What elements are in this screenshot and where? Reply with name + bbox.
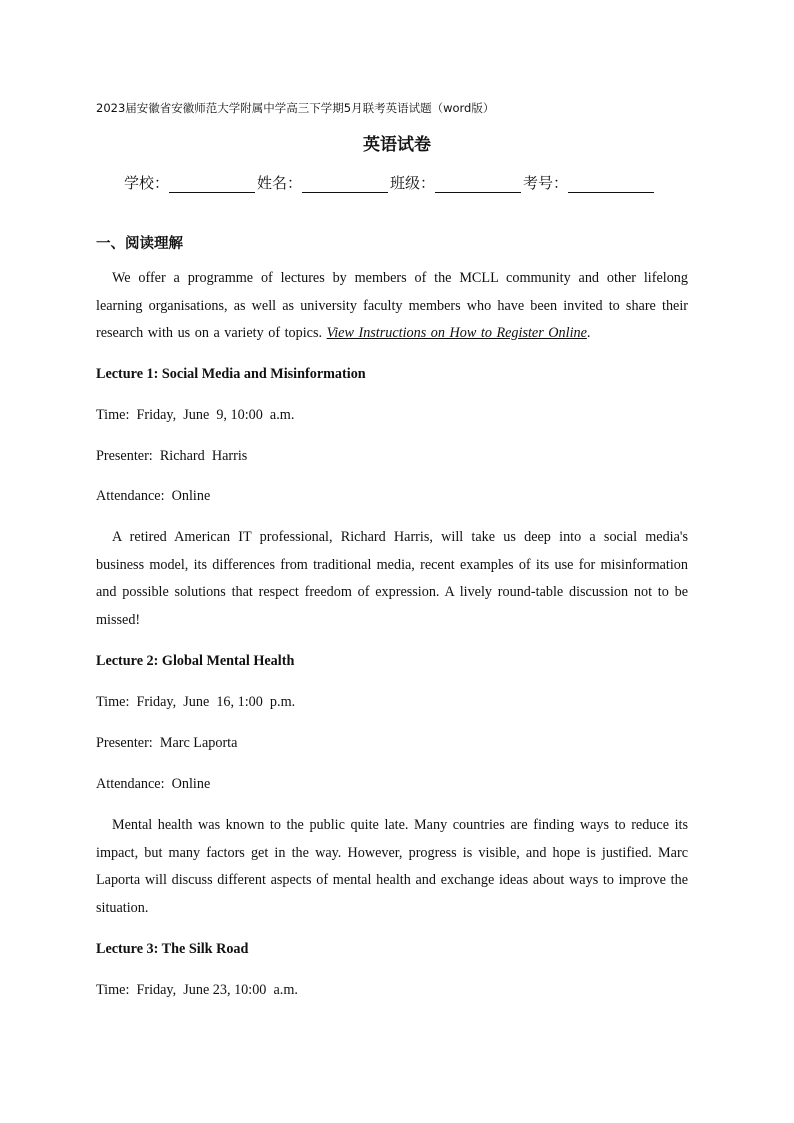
lecture-2-presenter: Presenter: Marc Laporta [96,735,238,751]
lecture-2-time: Time: Friday, June 16, 1:00 p.m. [96,694,296,710]
lecture-3-time: Time: Friday, June 23, 10:00 a.m. [96,982,298,998]
name-label: 姓名： [257,174,303,192]
intro-text: We offer a programme of lectures by members of the MCLL community and other lifelong learning organisations, as well as university faculty members who have been invited to share their research with us on a variety of topics. [96,270,688,342]
name-blank[interactable] [302,176,388,193]
lecture-1-title: Lecture 1: Social Media and Misinformation [96,366,366,382]
document-header: 2023届安徽省安徽师范大学附属中学高三下学期5月联考英语试题（word版） [96,101,495,115]
lecture-1-description: A retired American IT professional, Richard Harris, will take us deep into a social media's business model, its differences from traditional media, recent examples of its use for misinformation and possible solutions that respect freedom of expression. A lively round-table discussion not to be missed! [96,529,688,629]
exam-number-blank[interactable] [568,176,654,193]
register-online-link[interactable]: View Instructions on How to Register Online [326,325,587,342]
lecture-2-description: Mental health was known to the public quite late. Many countries are finding ways to reduce its impact, but many factors get in the way. However, progress is visible, and hope is justified. Marc Laporta will discuss different aspects of mental health and exchange ideas about ways to improve the situation. [96,817,688,917]
class-label: 班级： [390,174,436,192]
lecture-3-title: Lecture 3: The Silk Road [96,941,249,957]
school-blank[interactable] [169,176,255,193]
lecture-1-presenter: Presenter: Richard Harris [96,448,248,464]
school-label: 学校： [124,174,170,192]
lecture-2-attendance: Attendance: Online [96,776,211,792]
intro-paragraph [96,265,688,348]
intro-end: . [586,325,591,342]
lecture-1-time: Time: Friday, June 9, 10:00 a.m. [96,407,295,423]
page-title: 英语试卷 [363,135,431,155]
lecture-2-title: Lecture 2: Global Mental Health [96,653,295,669]
student-info-line [124,172,656,193]
class-blank[interactable] [435,176,521,193]
section-heading: 一、阅读理解 [96,236,183,252]
lecture-1-attendance: Attendance: Online [96,488,211,504]
exam-number-label: 考号： [523,174,569,192]
